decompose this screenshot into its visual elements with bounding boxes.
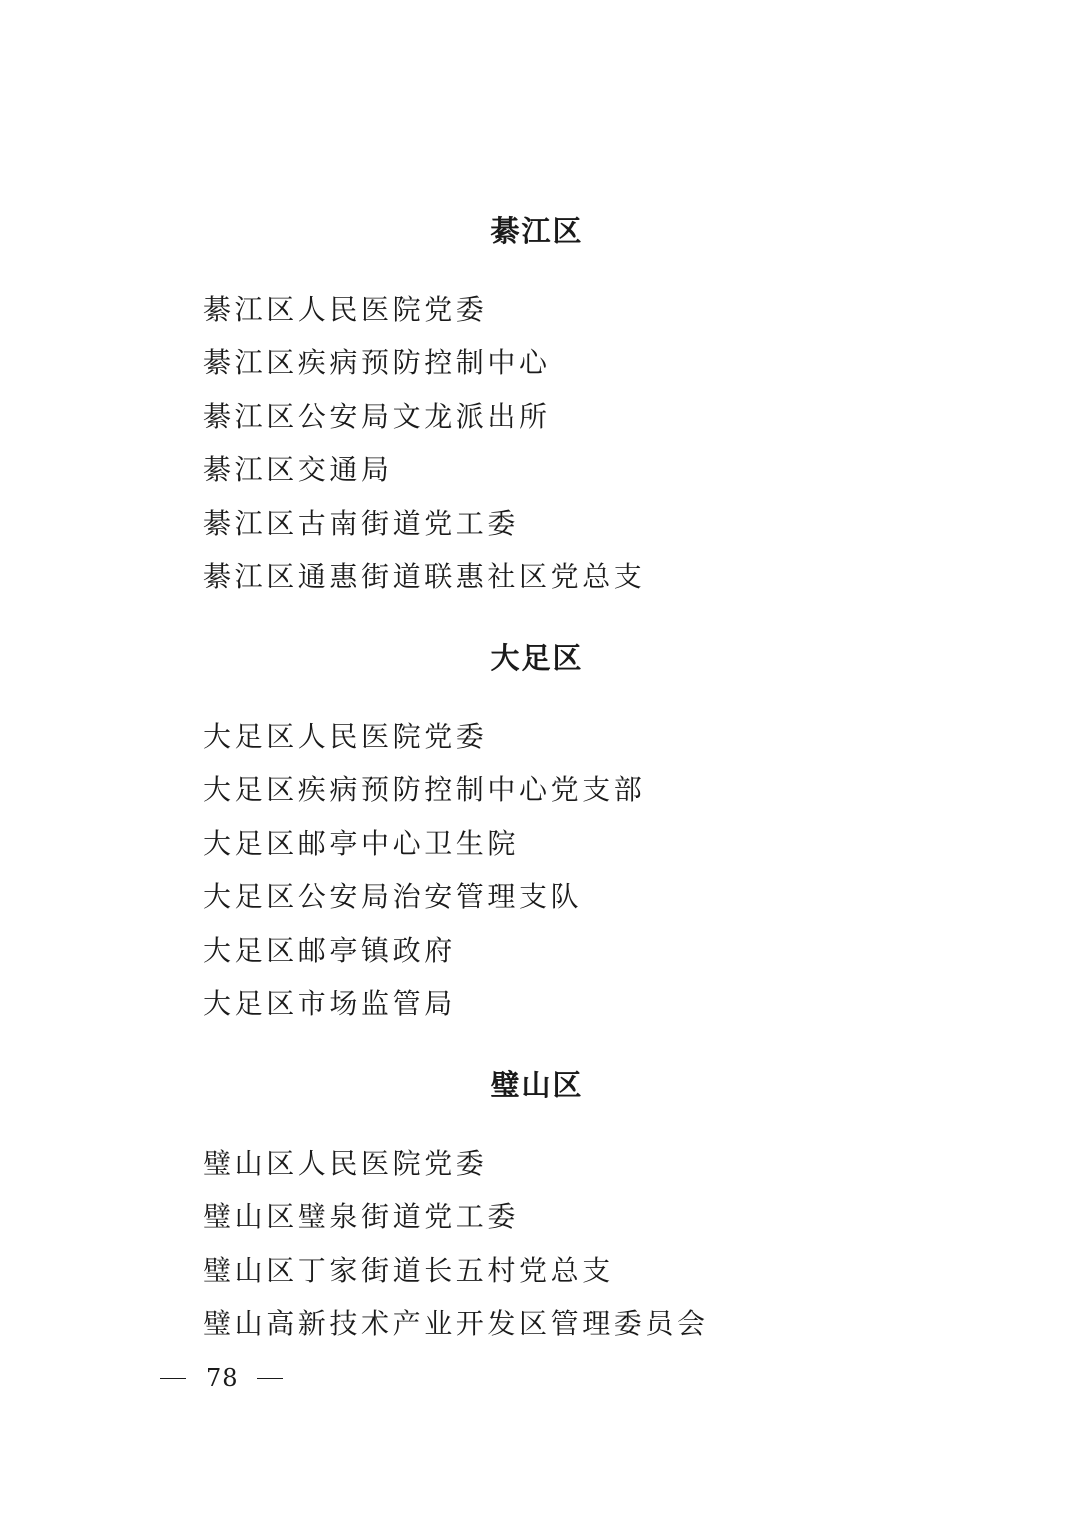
section-title: 大足区 — [490, 641, 584, 675]
list-item: 綦江区公安局文龙派出所 — [203, 400, 551, 433]
list-item: 璧山区人民医院党委 — [203, 1147, 488, 1180]
list-item: 璧山区璧泉街道党工委 — [203, 1200, 520, 1233]
list-item: 大足区市场监管局 — [203, 987, 456, 1020]
list-item: 璧山高新技术产业开发区管理委员会 — [203, 1307, 709, 1340]
list-item: 璧山区丁家街道长五村党总支 — [203, 1254, 614, 1287]
list-item: 綦江区疾病预防控制中心 — [203, 346, 551, 379]
list-item: 綦江区通惠街道联惠社区党总支 — [203, 560, 646, 593]
page-footer — [160, 1362, 283, 1394]
list-item: 綦江区人民医院党委 — [203, 293, 488, 326]
list-item: 大足区人民医院党委 — [203, 720, 488, 753]
right-dash — [257, 1378, 283, 1379]
section-title: 璧山区 — [490, 1068, 584, 1102]
list-item: 大足区公安局治安管理支队 — [203, 880, 583, 913]
list-item: 大足区邮亭中心卫生院 — [203, 827, 520, 860]
page-number: 78 — [206, 1364, 239, 1392]
list-item: 大足区疾病预防控制中心党支部 — [203, 773, 646, 806]
section-title: 綦江区 — [490, 214, 584, 248]
list-item: 綦江区交通局 — [203, 453, 393, 486]
list-item: 綦江区古南街道党工委 — [203, 507, 520, 540]
left-dash — [160, 1378, 186, 1379]
list-item: 大足区邮亭镇政府 — [203, 934, 456, 967]
